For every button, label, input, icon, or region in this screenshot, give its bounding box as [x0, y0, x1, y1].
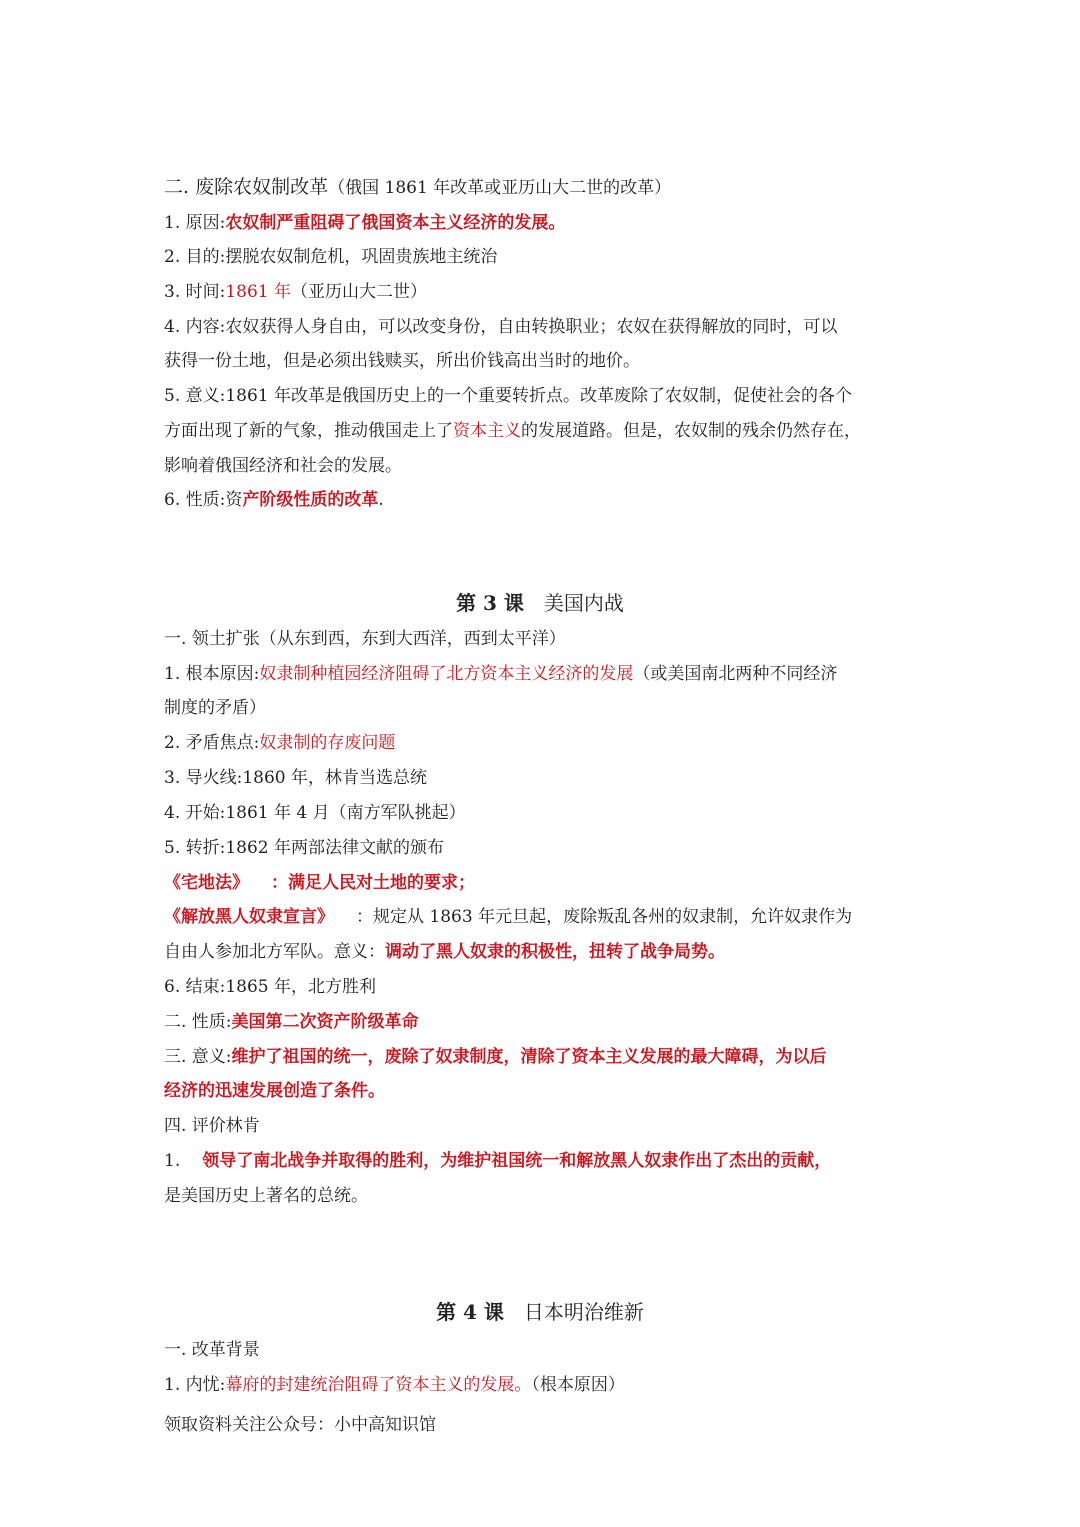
highlight-text: 资本主义 [453, 421, 521, 441]
highlight-text: 奴隶制的存废问题 [259, 733, 396, 753]
l3-evaluate-lincoln: 四. 评价林肯 [164, 1116, 260, 1136]
text: 的发展道路。但是，农奴制的残余仍然存在， [521, 421, 861, 441]
l3-homestead-act [164, 872, 924, 894]
section-title: 二. 废除农奴制改革 [164, 176, 329, 198]
l4-background: 一. 改革背景 [164, 1340, 260, 1360]
l3-end: 6. 结束:1865 年，北方胜利 [164, 977, 377, 997]
footer-note: 领取资料关注公众号：小中高知识馆 [164, 1415, 436, 1435]
text: . [378, 490, 384, 510]
lesson-number: 第 4 课 [436, 1300, 504, 1324]
serfdom-significance-line1: 5. 意义:1861 年改革是俄国历史上的一个重要转折点。改革废除了农奴制，促使社会的各个 [164, 386, 853, 406]
l3-territory: 一. 领土扩张（从东到西，东到大西洋，西到太平洋） [164, 629, 566, 649]
note: （亚历山大二世） [291, 282, 428, 302]
l3-emancipation-line2 [164, 941, 924, 963]
highlight-text: ：满足人民对土地的要求； [271, 873, 475, 893]
label: 1. 根本原因: [164, 664, 260, 684]
highlight-text: 经济的迅速发展创造了条件。 [164, 1081, 385, 1101]
text: 自由人参加北方军队。意义： [164, 942, 385, 962]
l4-internal-troubles [164, 1374, 924, 1396]
l3-conflict-focus [164, 732, 924, 754]
lesson-title: 日本明治维新 [523, 1300, 644, 1324]
label: 1. 原因: [164, 213, 226, 233]
highlight-text: 《宅地法》 [164, 873, 249, 893]
label: 二. 性质: [164, 1012, 232, 1032]
highlight-text: 调动了黑人奴隶的积极性，扭转了战争局势。 [385, 942, 725, 962]
highlight-text: 幕府的封建统治阻碍了资本主义的发展。 [225, 1375, 532, 1395]
highlight-text: 《解放黑人奴隶宣言》 [164, 907, 334, 927]
lesson-3-heading [0, 590, 1080, 616]
note: （根本原因） [531, 1375, 625, 1395]
l3-lincoln-line2: 是美国历史上著名的总统。 [164, 1186, 368, 1206]
text: 方面出现了新的气象，推动俄国走上了 [164, 421, 453, 441]
l3-root-cause-line2: 制度的矛盾） [164, 698, 266, 718]
l3-emancipation-line1 [164, 906, 924, 928]
serfdom-nature [164, 489, 924, 511]
highlight-text: 美国第二次资产阶级革命 [231, 1012, 419, 1032]
l3-significance-line1 [164, 1046, 924, 1068]
lesson-title: 美国内战 [543, 591, 624, 615]
label: 3. 时间: [164, 282, 226, 302]
label: 1. 内忧: [164, 1375, 226, 1395]
text: ：规定从 1863 年元旦起，废除叛乱各州的奴隶制，允许奴隶作为 [356, 907, 853, 927]
highlight-text: 产阶级性质的改革 [242, 490, 379, 510]
label: 1. [164, 1151, 181, 1171]
serfdom-significance-line3: 影响着俄国经济和社会的发展。 [164, 456, 402, 476]
l3-turning-point: 5. 转折:1862 年两部法律文献的颁布 [164, 838, 445, 858]
label: 2. 矛盾焦点: [164, 733, 260, 753]
serfdom-significance-line2 [164, 420, 924, 442]
l3-trigger: 3. 导火线:1860 年，林肯当选总统 [164, 768, 428, 788]
l3-nature [164, 1011, 924, 1033]
note: （或美国南北两种不同经济 [633, 664, 838, 684]
serfdom-cause [164, 212, 924, 234]
serfdom-content-line2: 获得一份土地，但是必须出钱赎买，所出价钱高出当时的地价。 [164, 351, 640, 371]
serfdom-content-line1: 4. 内容:农奴获得人身自由，可以改变身份，自由转换职业；农奴在获得解放的同时，可以 [164, 317, 838, 337]
highlight-text: 1861 年 [225, 282, 292, 302]
l3-start: 4. 开始:1861 年 4 月（南方军队挑起） [164, 803, 466, 823]
serfdom-time [164, 281, 924, 303]
label: 三. 意义: [164, 1047, 232, 1067]
l3-root-cause-line1 [164, 663, 924, 685]
l3-lincoln-line1 [164, 1150, 924, 1172]
highlight-text: 维护了祖国的统一，废除了奴隶制度，清除了资本主义发展的最大障碍，为以后 [231, 1047, 827, 1067]
l3-significance-line2 [164, 1080, 924, 1102]
serfdom-purpose: 2. 目的:摆脱农奴制危机，巩固贵族地主统治 [164, 247, 498, 267]
highlight-text: 领导了南北战争并取得的胜利，为维护祖国统一和解放黑人奴隶作出了杰出的贡献， [202, 1151, 832, 1171]
section-subtitle: （俄国 1861 年改革或亚历山大二世的改革） [328, 178, 672, 198]
highlight-text: 奴隶制种植园经济阻碍了北方资本主义经济的发展 [259, 664, 634, 684]
lesson-number: 第 3 课 [456, 591, 524, 615]
label: 6. 性质:资 [164, 490, 243, 510]
highlight-text: 农奴制严重阻碍了俄国资本主义经济的发展。 [225, 213, 566, 233]
lesson-4-heading [0, 1299, 1080, 1325]
section-heading-serfdom [164, 176, 924, 199]
